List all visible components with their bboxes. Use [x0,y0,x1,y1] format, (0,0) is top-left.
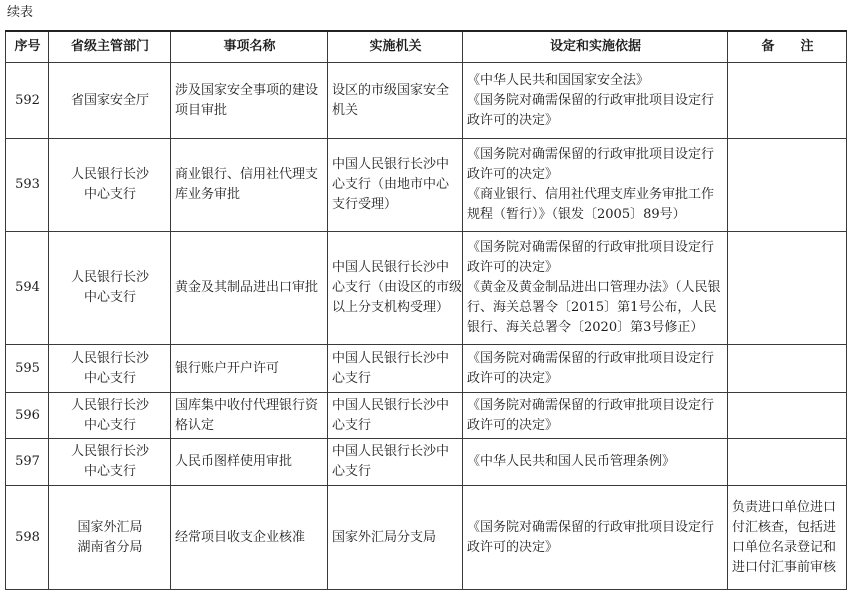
table-row [6,345,847,393]
cell-implementing-agency: 中国人民银行长沙中 心支行 [328,439,463,486]
cell-serial-number: 593 [6,139,49,232]
cell-item-name: 银行账户开户许可 [171,345,328,393]
cell-serial-number: 595 [6,345,49,393]
cell-remark [728,393,847,439]
table-row [6,486,847,590]
header-legal-basis: 设定和实施依据 [463,31,728,63]
cell-remark: 负责进口单位进口 付汇核查，包括进 口单位名录登记和 进口付汇事前审核 [728,486,847,590]
cell-serial-number: 597 [6,439,49,486]
cell-remark [728,63,847,139]
header-serial-number: 序号 [6,31,49,63]
cell-department: 人民银行长沙 中心支行 [49,393,171,439]
cell-remark [728,139,847,232]
cell-item-name: 涉及国家安全事项的建设 项目审批 [171,63,328,139]
cell-serial-number: 596 [6,393,49,439]
cell-legal-basis: 《国务院对确需保留的行政审批项目设定行 政许可的决定》 《商业银行、信用社代理支库业务审批工作 规程（暂行）》（银发〔2005〕89号） [463,139,728,232]
cell-item-name: 人民币图样使用审批 [171,439,328,486]
cell-item-name: 经常项目收支企业核准 [171,486,328,590]
cell-department: 人民银行长沙 中心支行 [49,139,171,232]
cell-department: 国家外汇局 湖南省分局 [49,486,171,590]
cell-item-name: 黄金及其制品进出口审批 [171,232,328,345]
table-row [6,393,847,439]
cell-legal-basis: 《国务院对确需保留的行政审批项目设定行 政许可的决定》 《黄金及黄金制品进出口管理办法》（人民银 行、海关总署令〔2015〕第1号公布，人民 银行、海关总署令〔2020〕第3号修正） [463,232,728,345]
cell-serial-number: 592 [6,63,49,139]
cell-department: 省国家安全厅 [49,63,171,139]
cell-legal-basis: 《国务院对确需保留的行政审批项目设定行 政许可的决定》 [463,486,728,590]
cell-item-name: 国库集中收付代理银行资 格认定 [171,393,328,439]
cell-implementing-agency: 中国人民银行长沙中 心支行 [328,345,463,393]
header-department: 省级主管部门 [49,31,171,63]
table-row [6,232,847,345]
cell-legal-basis: 《中华人民共和国国家安全法》 《国务院对确需保留的行政审批项目设定行 政许可的决定》 [463,63,728,139]
cell-legal-basis: 《国务院对确需保留的行政审批项目设定行 政许可的决定》 [463,393,728,439]
cell-implementing-agency: 中国人民银行长沙中 心支行（由设区的市级 以上分支机构受理） [328,232,463,345]
cell-remark [728,439,847,486]
header-implementing-agency: 实施机关 [328,31,463,63]
cell-remark [728,345,847,393]
cell-implementing-agency: 中国人民银行长沙中 心支行（由地市中心 支行受理） [328,139,463,232]
cell-serial-number: 594 [6,232,49,345]
cell-implementing-agency: 设区的市级国家安全 机关 [328,63,463,139]
table-header-row [6,31,847,63]
header-item-name: 事项名称 [171,31,328,63]
approval-items-table [5,30,847,590]
cell-serial-number: 598 [6,486,49,590]
cell-item-name: 商业银行、信用社代理支 库业务审批 [171,139,328,232]
cell-department: 人民银行长沙 中心支行 [49,439,171,486]
cell-implementing-agency: 国家外汇局分支局 [328,486,463,590]
table-row [6,63,847,139]
header-remark: 备 注 [728,31,847,63]
cell-legal-basis: 《中华人民共和国人民币管理条例》 [463,439,728,486]
cell-department: 人民银行长沙 中心支行 [49,232,171,345]
table-row [6,139,847,232]
continued-table-caption: 续表 [7,5,34,20]
cell-legal-basis: 《国务院对确需保留的行政审批项目设定行 政许可的决定》 [463,345,728,393]
table-row [6,439,847,486]
cell-implementing-agency: 中国人民银行长沙中 心支行 [328,393,463,439]
cell-remark [728,232,847,345]
cell-department: 人民银行长沙 中心支行 [49,345,171,393]
